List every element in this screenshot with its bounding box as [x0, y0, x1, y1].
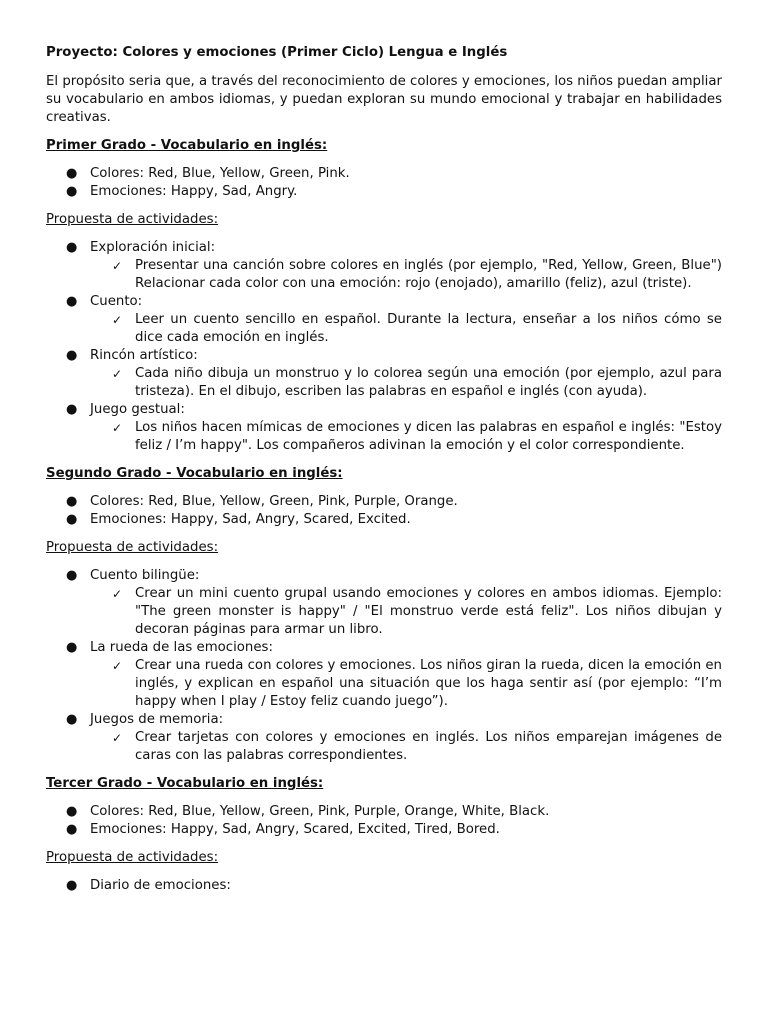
checkmark-icon: ✓ — [112, 259, 123, 273]
checkmark-icon: ✓ — [112, 367, 123, 381]
list-item: ● Colores: Red, Blue, Yellow, Green, Pink. — [66, 166, 350, 181]
tercer-grado-heading: Tercer Grado - Vocabulario en inglés: — [46, 776, 324, 791]
bullet-icon: ● — [66, 402, 78, 417]
list-item: ● Emociones: Happy, Sad, Angry, Scared, Excited. — [66, 512, 411, 527]
primer-activities-list — [46, 239, 722, 455]
list-item: ● Emociones: Happy, Sad, Angry. — [66, 184, 298, 199]
activity-item: ● Cuento bilingüe: ✓ Crear un mini cuento grupal usando emociones y colores en ambos idiomas. Ejemplo: "The green monster is happy" / "El monstruo verde está feliz". Los niños dibujan y decoran páginas para armar un libro. — [66, 568, 722, 637]
primer-activities-heading: Propuesta de actividades: — [46, 212, 219, 227]
bullet-icon: ● — [66, 240, 78, 255]
activity-detail: ✓ Crear una rueda con colores y emociones. Los niños giran la rueda, dicen la emoción en inglés, y explican en español una situación que los haga sentir así (por ejemplo: “I’m happy when I play / Estoy feliz cuando juego”). — [112, 658, 722, 709]
checkmark-icon: ✓ — [112, 421, 123, 435]
activity-detail: ✓ Crear tarjetas con colores y emociones en inglés. Los niños emparejan imágenes de caras con las palabras correspondientes. — [112, 730, 722, 763]
tercer-activities-heading: Propuesta de actividades: — [46, 850, 219, 865]
document-page — [46, 44, 722, 905]
segundo-grado-heading: Segundo Grado - Vocabulario en inglés: — [46, 466, 343, 481]
bullet-icon: ● — [66, 494, 78, 509]
bullet-icon: ● — [66, 804, 78, 819]
list-item: ● Emociones: Happy, Sad, Angry, Scared, Excited, Tired, Bored. — [66, 822, 500, 837]
bullet-icon: ● — [66, 348, 78, 363]
segundo-activities-list — [46, 567, 722, 765]
segundo-vocab-list — [46, 493, 722, 529]
activity-detail: ✓ Crear un mini cuento grupal usando emociones y colores en ambos idiomas. Ejemplo: "The green monster is happy" / "El monstruo verde está feliz". Los niños dibujan y decoran páginas para armar un libro. — [112, 586, 722, 637]
checkmark-icon: ✓ — [112, 313, 123, 327]
tercer-activities-list — [46, 877, 722, 895]
activity-detail: ✓ Leer un cuento sencillo en español. Durante la lectura, enseñar a los niños cómo se dice cada emoción en inglés. — [112, 312, 722, 345]
bullet-icon: ● — [66, 568, 78, 583]
activity-detail-list — [90, 257, 722, 293]
checkmark-icon: ✓ — [112, 587, 123, 601]
primer-grado-heading: Primer Grado - Vocabulario en inglés: — [46, 138, 328, 153]
list-item: ● Colores: Red, Blue, Yellow, Green, Pink, Purple, Orange, White, Black. — [66, 804, 550, 819]
activity-detail: ✓ Cada niño dibuja un monstruo y lo colorea según una emoción (por ejemplo, azul para tristeza). En el dibujo, escriben las palabras en español e inglés (con ayuda). — [112, 366, 722, 399]
tercer-vocab-list — [46, 803, 722, 839]
checkmark-icon: ✓ — [112, 659, 123, 673]
segundo-activities-heading: Propuesta de actividades: — [46, 540, 219, 555]
activity-detail-list — [90, 311, 722, 347]
activity-item: ● Diario de emociones: — [66, 878, 231, 893]
activity-detail-list — [90, 729, 722, 765]
activity-detail-list — [90, 365, 722, 401]
primer-vocab-list — [46, 165, 722, 201]
activity-item: ● La rueda de las emociones: ✓ Crear una rueda con colores y emociones. Los niños giran la rueda, dicen la emoción en inglés, y explican en español una situación que los haga sentir así (por ejemplo: “I’m happy when I play / Estoy feliz cuando juego”). — [66, 640, 722, 709]
bullet-icon: ● — [66, 512, 78, 527]
activity-item: ● Juegos de memoria: ✓ Crear tarjetas con colores y emociones en inglés. Los niños emparejan imágenes de caras con las palabras correspondientes. — [66, 712, 722, 763]
activity-detail: ✓ Los niños hacen mímicas de emociones y dicen las palabras en español e inglés: "Estoy feliz / I’m happy". Los compañeros adivinan la emoción y el color correspondiente. — [112, 420, 722, 453]
document-title: Proyecto: Colores y emociones (Primer Ciclo) Lengua e Inglés — [46, 45, 508, 60]
activity-item: ● Juego gestual: ✓ Los niños hacen mímicas de emociones y dicen las palabras en español e inglés: "Estoy feliz / I’m happy". Los compañeros adivinan la emoción y el color correspondiente. — [66, 402, 722, 453]
intro-paragraph: El propósito seria que, a través del reconocimiento de colores y emociones, los niños puedan ampliar su vocabulario en ambos idiomas, y puedan exploran su mundo emocional y trabajar en habilidades creativas. — [46, 74, 722, 125]
bullet-icon: ● — [66, 166, 78, 181]
checkmark-icon: ✓ — [112, 731, 123, 745]
bullet-icon: ● — [66, 878, 78, 893]
activity-detail-list — [90, 657, 722, 711]
activity-detail-list — [90, 419, 722, 455]
bullet-icon: ● — [66, 640, 78, 655]
bullet-icon: ● — [66, 184, 78, 199]
activity-item: ● Rincón artístico: ✓ Cada niño dibuja un monstruo y lo colorea según una emoción (por ejemplo, azul para tristeza). En el dibujo, escriben las palabras en español e inglés (con ayuda). — [66, 348, 722, 399]
bullet-icon: ● — [66, 712, 78, 727]
activity-detail-list — [90, 585, 722, 639]
activity-item: ● Exploración inicial: ✓ Presentar una canción sobre colores en inglés (por ejemplo, "Red, Yellow, Green, Blue") Relacionar cada color con una emoción: rojo (enojado), amarillo (feliz), azul (triste). — [66, 240, 722, 291]
bullet-icon: ● — [66, 822, 78, 837]
activity-item: ● Cuento: ✓ Leer un cuento sencillo en español. Durante la lectura, enseñar a los niños cómo se dice cada emoción en inglés. — [66, 294, 722, 345]
bullet-icon: ● — [66, 294, 78, 309]
activity-detail: ✓ Presentar una canción sobre colores en inglés (por ejemplo, "Red, Yellow, Green, Blue") Relacionar cada color con una emoción: rojo (enojado), amarillo (feliz), azul (triste). — [112, 258, 722, 291]
list-item: ● Colores: Red, Blue, Yellow, Green, Pink, Purple, Orange. — [66, 494, 458, 509]
